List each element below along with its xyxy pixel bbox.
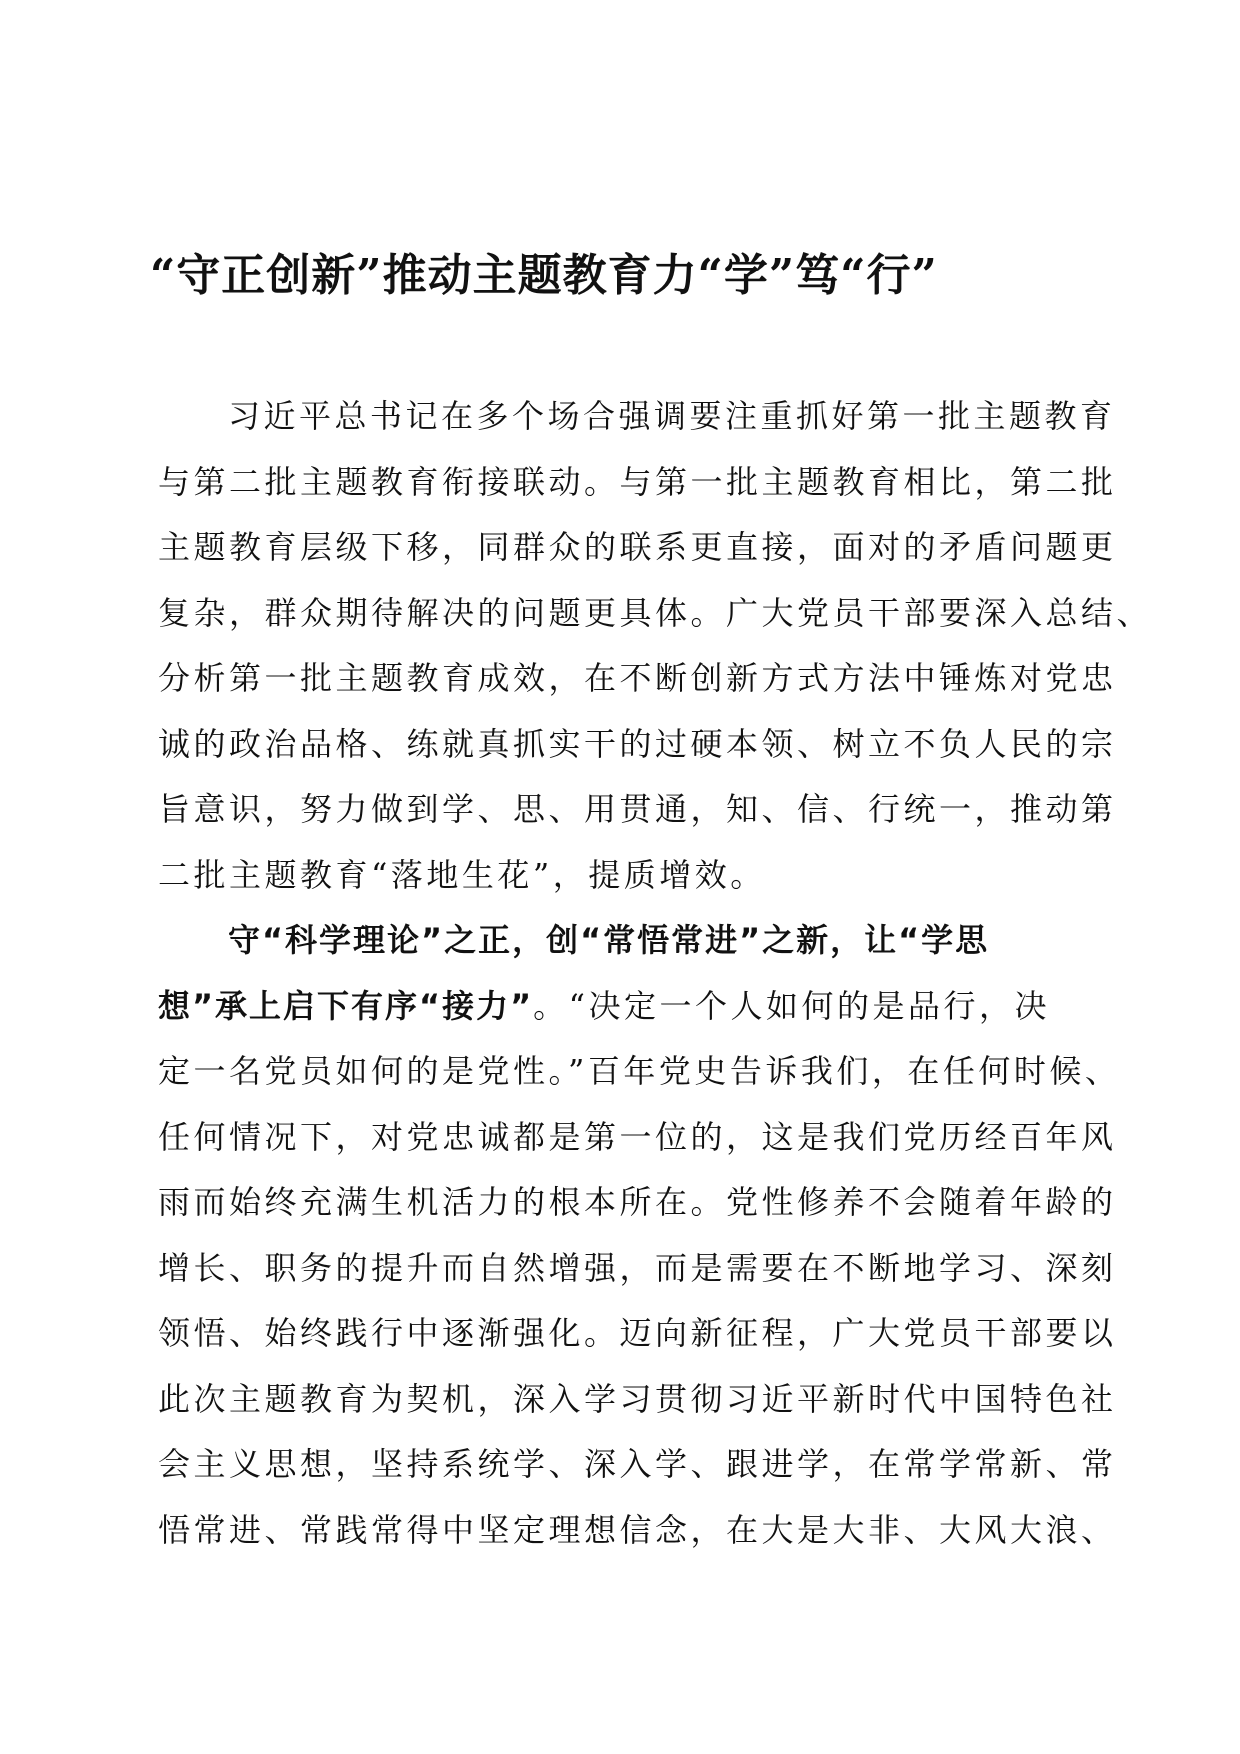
text-line: 二批主题教育“落地生花”，提质增效。 — [158, 855, 766, 894]
section-heading-line: 守“科学理论”之正，创“常悟常进”之新，让“学思 — [228, 921, 990, 959]
text-line: 会主义思想，坚持系统学、深入学、跟进学，在常学常新、常 — [158, 1445, 1117, 1483]
section-heading-tail: 想”承上启下有序“接力” — [158, 986, 534, 1025]
text-line: 习近平总书记在多个场合强调要注重抓好第一批主题教育 — [228, 397, 1116, 435]
text-line: 领悟、始终践行中逐渐强化。迈向新征程，广大党员干部要以 — [158, 1314, 1117, 1352]
text-line: 诚的政治品格、练就真抓实干的过硬本领、树立不负人民的宗 — [158, 724, 1117, 763]
text-line: 定一名党员如何的是党性。”百年党史告诉我们，在任何时候、 — [158, 1052, 1121, 1090]
text-line: 任何情况下，对党忠诚都是第一位的，这是我们党历经百年风 — [158, 1117, 1117, 1156]
text-line: 增长、职务的提升而自然增强，而是需要在不断地学习、深刻 — [158, 1248, 1117, 1287]
document-title: “守正创新”推动主题教育力“学”笃“行” — [150, 250, 938, 301]
text-line — [158, 974, 1098, 1040]
text-line-rest: 。“决定一个人如何的是品行，决 — [533, 986, 1050, 1025]
text-line: 雨而始终充满生机活力的根本所在。党性修养不会随着年龄的 — [158, 1183, 1117, 1221]
text-line: 复杂，群众期待解决的问题更具体。广大党员干部要深入总结、 — [158, 593, 1153, 632]
text-line: 与第二批主题教育衔接联动。与第一批主题教育相比，第二批 — [158, 462, 1117, 501]
text-line: 旨意识，努力做到学、思、用贯通，知、信、行统一，推动第 — [158, 790, 1117, 828]
text-line: 悟常进、常践常得中坚定理想信念，在大是大非、大风大浪、 — [158, 1510, 1117, 1549]
text-line: 此次主题教育为契机，深入学习贯彻习近平新时代中国特色社 — [158, 1379, 1117, 1418]
text-line: 主题教育层级下移，同群众的联系更直接，面对的矛盾问题更 — [158, 528, 1117, 566]
document-body — [158, 384, 1153, 1563]
paragraph-2 — [158, 908, 1121, 1563]
text-line: 分析第一批主题教育成效，在不断创新方式方法中锤炼对党忠 — [158, 659, 1117, 697]
paragraph-1 — [158, 384, 1153, 908]
